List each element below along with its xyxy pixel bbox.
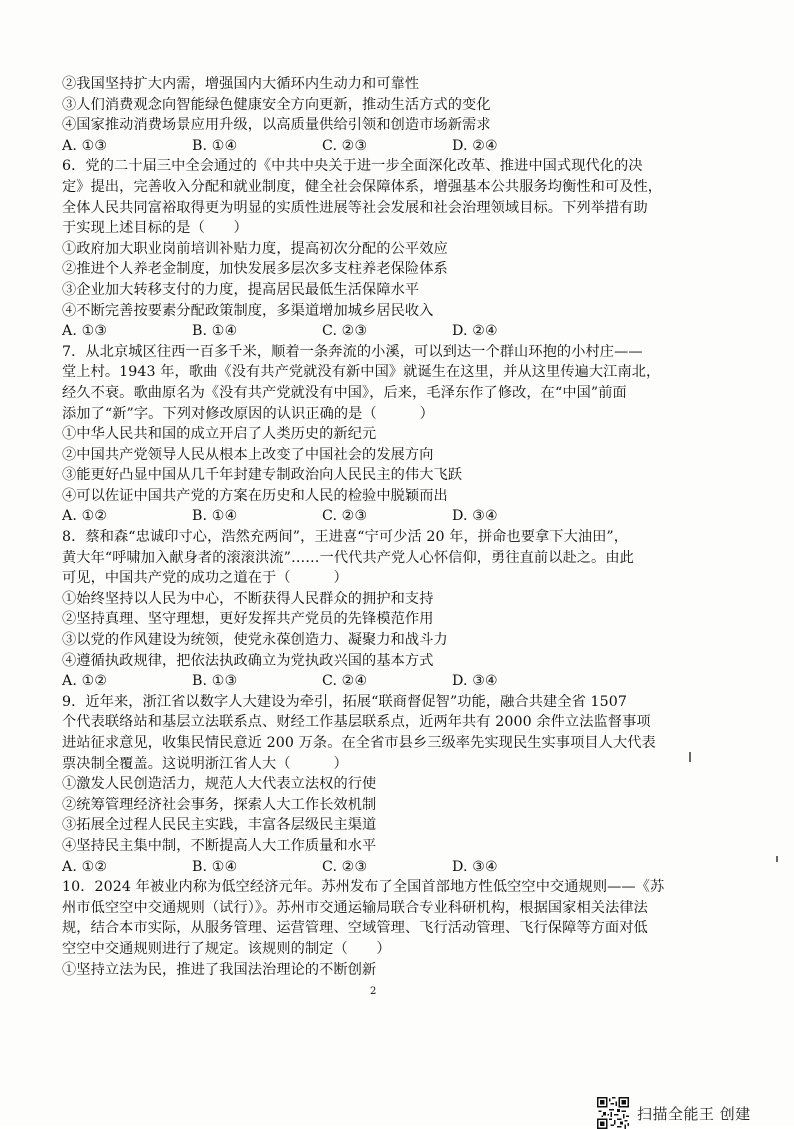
q7-option-c[interactable]: C. ②③: [322, 508, 368, 525]
q8-stem-line: 可见，中国共产党的成功之道在于（ ）: [62, 570, 348, 587]
q10-stem-line: 空空中交通规则进行了规定。该规则的制定（ ）: [62, 940, 391, 957]
scanner-brand-text: 扫描全能王 创建: [637, 1104, 751, 1123]
q10-stem-line: 州市低空空中交通规则（试行）》。苏州市交通运输局联合专业科研机构，根据国家相关法律法: [62, 899, 648, 916]
question-7: [62, 342, 782, 527]
q8-option-b[interactable]: B. ①③: [192, 673, 238, 690]
page-content: [62, 74, 782, 980]
q8-option-c[interactable]: C. ②④: [322, 673, 368, 690]
q7-stem-line: 经久不衰。歌曲原名为《没有共产党就没有中国》，后来，毛泽东作了修改，在“中国”前面: [62, 384, 627, 401]
q7-option-d[interactable]: D. ③④: [452, 508, 498, 525]
statement-line: ③人们消费观念向智能绿色健康安全方向更新，推动生活方式的变化: [62, 96, 491, 113]
q10-stem-line: 10．2024 年被业内称为低空经济元年。苏州发布了全国首部地方性低空空中交通规则——《苏: [62, 879, 665, 896]
q7-stem-line: 堂上村。1943 年，歌曲《没有共产党就没有新中国》就诞生在这里，并从这里传遍大江南北，: [62, 364, 661, 381]
q7-statement-1: ①中华人民共和国的成立开启了人类历史的新纪元: [62, 426, 377, 443]
q6-stem-line: 6．党的二十届三中全会通过的《中共中央关于进一步全面深化改革、推进中国式现代化的决: [62, 158, 643, 175]
page-number: 2: [370, 986, 377, 997]
q6-option-b[interactable]: B. ①④: [192, 323, 238, 340]
q6-option-a[interactable]: A. ①③: [62, 323, 108, 340]
q8-options: [62, 671, 782, 692]
question-10: [62, 877, 782, 980]
q6-statement-4: ④不断完善按要素分配政策制度，多渠道增加城乡居民收入: [62, 302, 434, 319]
scan-speck: [776, 856, 778, 862]
q7-stem-line: 添加了“新”字。下列对修改原因的认识正确的是（ ）: [62, 405, 434, 422]
q6-statement-2: ②推进个人养老金制度，加快发展多层次多支柱养老保险体系: [62, 261, 448, 278]
q6-stem-line: 于实现上述目标的是（ ）: [62, 220, 248, 237]
question-6: [62, 156, 782, 341]
q8-stem-line: 黄大年“呼啸加入献身者的滚滚洪流”……一代代共产党人心怀信仰，勇往直前以赴之。由此: [62, 549, 634, 566]
q9-statement-3: ③拓展全过程人民民主实践，丰富各层级民主渠道: [62, 817, 377, 834]
q8-statement-2: ②坚持真理、坚守理想，更好发挥共产党员的先锋模范作用: [62, 611, 434, 628]
q9-options: [62, 857, 782, 878]
question-8: [62, 527, 782, 692]
q7-option-b[interactable]: B. ①④: [192, 508, 238, 525]
q9-option-a[interactable]: A. ①②: [62, 858, 108, 875]
q9-option-d[interactable]: D. ③④: [452, 858, 498, 875]
q6-option-d[interactable]: D. ②④: [452, 323, 498, 340]
q8-statement-3: ③以党的作风建设为统领，使党永葆创造力、凝聚力和战斗力: [62, 632, 448, 649]
q5-option-d[interactable]: D. ②④: [452, 137, 498, 154]
q7-option-a[interactable]: A. ①②: [62, 508, 108, 525]
q9-option-b[interactable]: B. ①④: [192, 858, 238, 875]
scan-speck: [689, 752, 691, 762]
q8-option-d[interactable]: D. ③④: [452, 673, 498, 690]
q7-options: [62, 506, 782, 527]
question-9: [62, 692, 782, 877]
qr-code-icon: [597, 1097, 629, 1129]
statement-line: ②我国坚持扩大内需，增强国内大循环内生动力和可靠性: [62, 76, 420, 92]
q9-stem-line: 进站征求意见，收集民情民意近 200 万条。在全省市县乡三级率先实现民生实事项目人大代表: [62, 735, 656, 751]
q7-stem-line: 7．从北京城区往西一百多千米，顺着一条奔流的小溪，可以到达一个群山环抱的小村庄——: [62, 343, 643, 360]
q8-statement-1: ①始终坚持以人民为中心，不断获得人民群众的拥护和支持: [62, 590, 434, 607]
q9-stem-line: 个代表联络站和基层立法联系点、财经工作基层联系点，近两年共有 2000 余件立法监督事项: [62, 714, 651, 731]
q5-continued-items: [62, 74, 782, 136]
q5-option-a[interactable]: A. ①③: [62, 137, 108, 154]
q7-statement-4: ④可以佐证中国共产党的方案在历史和人民的检验中脱颖而出: [62, 487, 448, 504]
q6-statement-3: ③企业加大转移支付的力度，提高居民最低生活保障水平: [62, 281, 420, 298]
q8-stem-line: 8．蔡和森“忠诚印寸心，浩然充两间”，王进喜“宁可少活 20 年，拼命也要拿下大油田”，: [62, 529, 629, 546]
scanner-watermark: [597, 1097, 751, 1129]
q9-stem-line: 9．近年来，浙江省以数字人大建设为牵引，拓展“联商督促智”功能，融合共建全省 1507: [62, 693, 628, 710]
q9-statement-1: ①激发人民创造活力，规范人大代表立法权的行使: [62, 776, 377, 793]
q9-option-c[interactable]: C. ②③: [322, 858, 368, 875]
q9-statement-2: ②统筹管理经济社会事务，探索人大工作长效机制: [62, 796, 377, 813]
q8-statement-4: ④遵循执政规律，把依法执政确立为党执政兴国的基本方式: [62, 652, 434, 669]
q7-statement-3: ③能更好凸显中国从几千年封建专制政治向人民民主的伟大飞跃: [62, 467, 463, 484]
q5-option-b[interactable]: B. ①④: [192, 137, 238, 154]
q7-statement-2: ②中国共产党领导人民从根本上改变了中国社会的发展方向: [62, 446, 434, 463]
statement-line: ④国家推动消费场景应用升级，以高质量供给引领和创造市场新需求: [62, 117, 491, 134]
q6-option-c[interactable]: C. ②③: [322, 323, 368, 340]
q6-stem-line: 定》提出，完善收入分配和就业制度，健全社会保障体系，增强基本公共服务均衡性和可及性，: [62, 178, 663, 195]
q6-stem-line: 全体人民共同富裕取得更为明显的实质性进展等社会发展和社会治理领域目标。下列举措有助: [62, 199, 648, 216]
q9-statement-4: ④坚持民主集中制，不断提高人大工作质量和水平: [62, 837, 377, 854]
q10-statement-1: ①坚持立法为民，推进了我国法治理论的不断创新: [62, 961, 377, 978]
q5-option-c[interactable]: C. ②③: [322, 137, 368, 154]
q6-options: [62, 321, 782, 342]
q8-option-a[interactable]: A. ①②: [62, 673, 108, 690]
q10-stem-line: 规，结合本市实际，从服务管理、运营管理、空域管理、飞行活动管理、飞行保障等方面对低: [62, 920, 648, 937]
q6-statement-1: ①政府加大职业岗前培训补贴力度，提高初次分配的公平效应: [62, 240, 448, 257]
q9-stem-line: 票决制全覆盖。这说明浙江省人大（ ）: [62, 755, 348, 772]
q5-options: [62, 136, 782, 157]
